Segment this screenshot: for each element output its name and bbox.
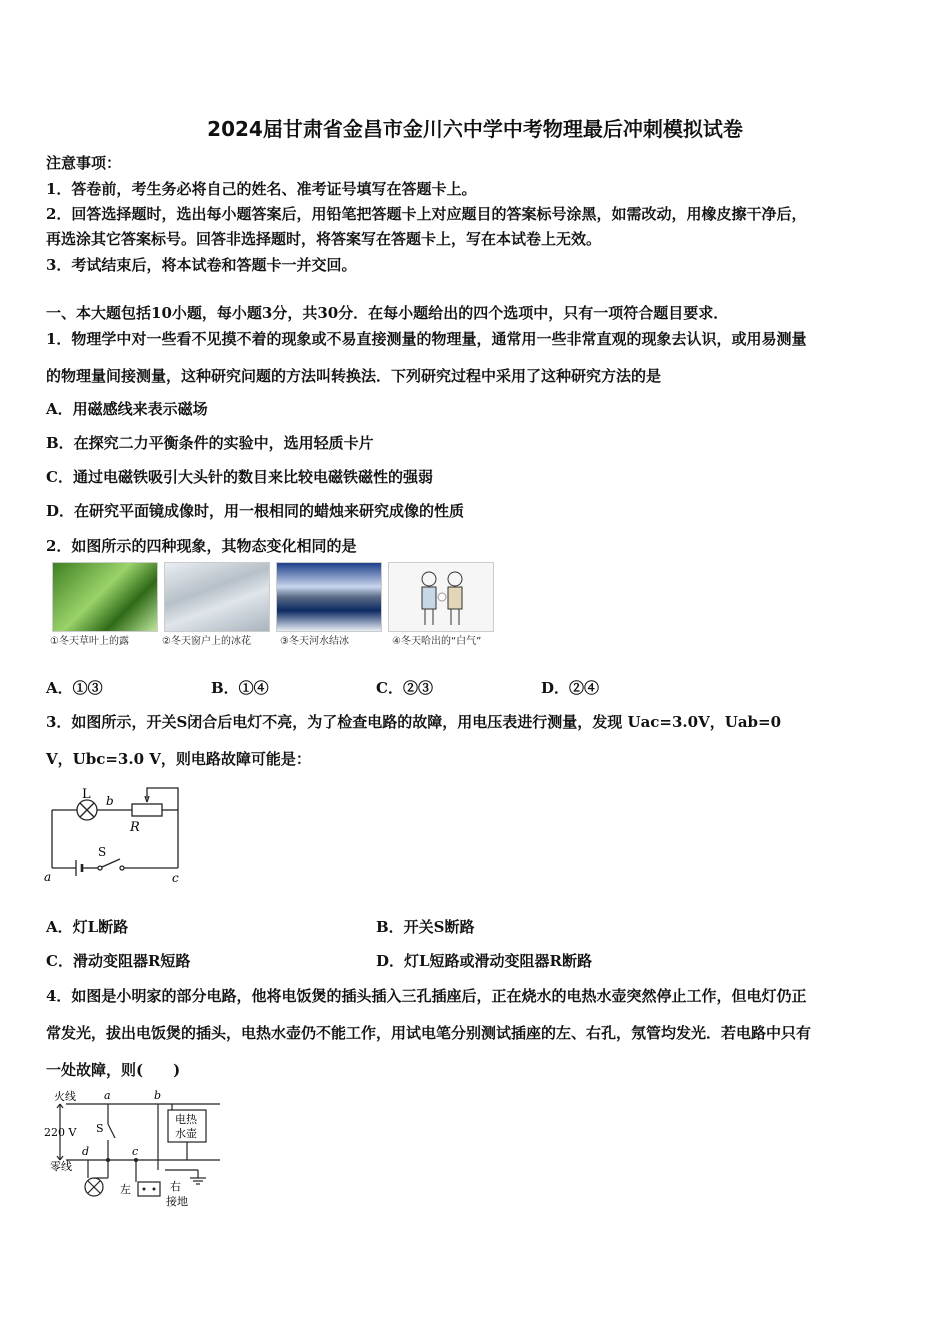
dew-photo	[52, 562, 158, 632]
q3-option-a: A．灯L断路	[46, 918, 129, 936]
socket-hole-right	[153, 1188, 156, 1191]
section-header: 一、本大题包括10小题，每小题3分，共30分．在每小题给出的四个选项中，只有一项符合题目要求．	[46, 304, 729, 322]
label-L: L	[82, 787, 91, 802]
q2-stem: 2．如图所示的四种现象，其物态变化相同的是	[46, 537, 357, 555]
label-right: 右	[170, 1180, 181, 1193]
q3-option-b: B．开关S断路	[376, 918, 475, 936]
q1-stem-1: 1．物理学中对一些看不见摸不着的现象或不易直接测量的物理量，通常用一些非常直观的现象去认识，或用易测量	[46, 330, 807, 348]
caption-2: ②冬天窗户上的冰花	[162, 636, 251, 647]
two-people-icon	[389, 563, 493, 631]
label-R: R	[130, 820, 140, 835]
caption-3: ③冬天河水结冰	[280, 636, 349, 647]
q2-option-b: B．①④	[211, 679, 269, 697]
label-ground: 接地	[166, 1195, 188, 1208]
caption-1: ①冬天草叶上的露	[50, 636, 129, 647]
notice-1: 1．答卷前，考生务必将自己的姓名、准考证号填写在答题卡上。	[46, 180, 477, 198]
label-d: d	[82, 1145, 90, 1158]
label-a: a	[104, 1089, 111, 1102]
label-kettle-1: 电热	[175, 1113, 197, 1126]
breath-illustration	[388, 562, 494, 632]
q2-option-c: C．②③	[376, 679, 433, 697]
frost-photo	[164, 562, 270, 632]
q1-option-d: D．在研究平面镜成像时，用一根相同的蜡烛来研究成像的性质	[46, 502, 465, 520]
label-left: 左	[120, 1183, 131, 1196]
q2-image-strip	[48, 562, 496, 650]
q4-stem-3: 一处故障，则( )	[46, 1061, 181, 1079]
q1-option-a: A．用磁感线来表示磁场	[46, 400, 208, 418]
notice-heading: 注意事项：	[46, 154, 122, 172]
q3-circuit-diagram	[40, 780, 190, 888]
label-kettle-2: 水壶	[175, 1127, 197, 1140]
notice-3: 3．考试结束后，将本试卷和答题卡一并交回。	[46, 256, 357, 274]
label-b: b	[154, 1089, 162, 1102]
label-voltage: 220 V	[44, 1126, 77, 1139]
q4-stem-1: 4．如图是小明家的部分电路，他将电饭煲的插头插入三孔插座后，正在烧水的电热水壶突然停止工作，但电灯仍正	[46, 987, 807, 1005]
label-a: a	[44, 870, 52, 884]
q3-stem-1: 3．如图所示，开关S闭合后电灯不亮，为了检查电路的故障，用电压表进行测量，发现 Uac=3.0V，Uab=0	[46, 713, 782, 731]
caption-4: ④冬天哈出的“白气”	[392, 636, 482, 647]
node-d	[106, 1158, 110, 1162]
socket-hole-left	[143, 1188, 146, 1191]
label-live: 火线	[54, 1090, 76, 1103]
q3-option-c: C．滑动变阻器R短路	[46, 952, 191, 970]
q4-stem-2: 常发光，拔出电饭煲的插头，电热水壶仍不能工作，用试电笔分别测试插座的左、右孔，氖管均发光．若电路中只有	[46, 1024, 812, 1042]
q3-stem-2: V，Ubc=3.0 V，则电路故障可能是：	[46, 750, 311, 768]
notice-2: 2．回答选择题时，选出每小题答案后，用铅笔把答题卡上对应题目的答案标号涂黑，如需改动，用橡皮擦干净后，	[46, 205, 807, 223]
label-b: b	[106, 794, 114, 808]
q2-option-d: D．②④	[541, 679, 600, 697]
q3-option-d: D．灯L短路或滑动变阻器R断路	[376, 952, 593, 970]
q1-option-c: C．通过电磁铁吸引大头针的数目来比较电磁铁磁性的强弱	[46, 468, 433, 486]
label-S: S	[96, 1122, 104, 1135]
label-neutral: 零线	[50, 1160, 72, 1173]
node-c	[134, 1158, 138, 1162]
q1-option-b: B．在探究二力平衡条件的实验中，选用轻质卡片	[46, 434, 374, 452]
notice-2-cont: 再选涂其它答案标号。回答非选择题时，将答案写在答题卡上，写在本试卷上无效。	[46, 230, 602, 248]
q2-option-a: A．①③	[46, 679, 103, 697]
exam-title: 2024届甘肃省金昌市金川六中学中考物理最后冲刺模拟试卷	[207, 117, 743, 141]
label-c: c	[132, 1145, 139, 1158]
frozen-river-photo	[276, 562, 382, 632]
label-S: S	[98, 845, 107, 859]
q1-stem-2: 的物理量间接测量，这种研究问题的方法叫转换法．下列研究过程中采用了这种研究方法的是	[46, 367, 662, 385]
label-c: c	[172, 871, 179, 885]
q4-circuit-diagram	[40, 1086, 220, 1214]
